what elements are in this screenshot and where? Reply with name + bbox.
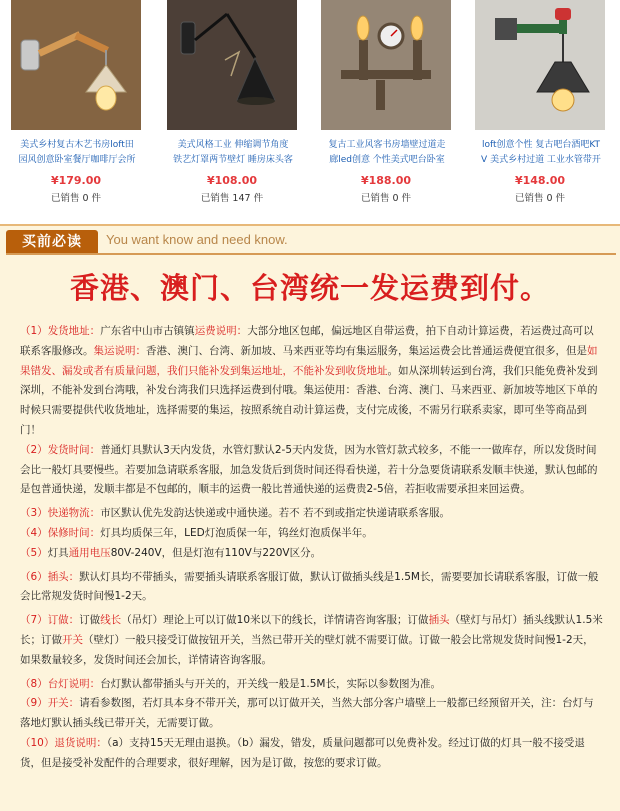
product-title[interactable]: loft创意个性 复古吧台酒吧KT V 美式乡村过道 工业水管带开 <box>481 140 601 165</box>
product-card[interactable] <box>310 0 450 210</box>
product-price: ¥188.00 <box>360 174 412 187</box>
product-price: ¥179.00 <box>50 174 102 187</box>
product-card[interactable] <box>464 0 604 210</box>
product-image-water-pipe-gauge-wall-lamp[interactable] <box>321 0 451 130</box>
product-sold-count: 已销售 147 件 <box>200 193 264 204</box>
product-card[interactable] <box>0 0 140 210</box>
product-strip <box>0 0 620 213</box>
notice-subtitle: You want know and need know. <box>106 232 288 247</box>
notice-item-warranty: （4）保修时间：灯具均质保三年，LED灯泡质保一年，钨丝灯泡质保半年。 <box>20 526 373 539</box>
notice-item-table-lamp: （8）台灯说明：台灯默认都带插头与开关的，开关线一般是1.5M长，实际以参数图为准。 <box>20 677 441 690</box>
shipping-headline: 香港、澳门、台湾统一发运费到付。 <box>69 271 550 305</box>
notice-tag: 买前必读 <box>6 230 98 254</box>
product-image-faucet-pipe-pendant-lamp[interactable] <box>475 0 605 130</box>
divider <box>6 253 616 255</box>
product-price: ¥108.00 <box>206 174 258 187</box>
product-sold-count: 已销售 0 件 <box>360 193 412 204</box>
product-sold-count: 已销售 0 件 <box>514 193 566 204</box>
notice-item-switch: （9）开关：请看参数图，若灯具本身不带开关，那可以订做开关，当然大部分客户墙壁上一般都已经预留开关，注：台灯与落地灯默认插头线已带开关，无需要订做。 <box>20 697 594 730</box>
product-title[interactable]: 美式乡村复古木艺书房loft田 园风创意卧室餐厅咖啡厅会所 <box>18 140 136 165</box>
notice-body <box>20 322 604 774</box>
product-image-wooden-arm-wall-lamp[interactable] <box>11 0 141 130</box>
notice-item-voltage: （5）灯具通用电压80V-240V，但是灯泡有110V与220V区分。 <box>20 546 322 559</box>
notice-item-custom-order: （7）订做：订做线长（吊灯）理论上可以订做10米以下的线长，详情请咨询客服；订做插头（壁灯与吊灯）插头线默认1.5米长；订做开关（壁灯）一般只接受订做按钮开关，当然已带开关的壁灯就不需要订做。订做一般会比常规发货时间慢1-2天，如果数量较多，发货时间还会加长，详情请咨询客服。 <box>20 614 603 666</box>
notice-item-plug: （6）插头：默认灯具均不带插头，需要插头请联系客服订做，默认订做插头线是1.5M长，需要要加长请联系客服，订做一般会比常规发货时间慢1-2天。 <box>20 570 599 603</box>
buyer-notice-panel <box>0 224 620 811</box>
product-sold-count: 已销售 0 件 <box>50 193 102 204</box>
product-image-black-cone-swing-arm-lamp[interactable] <box>167 0 297 130</box>
notice-item-shipping-time: （2）发货时间：普通灯具默认3天内发货，水管灯默认2-5天内发货，因为水管灯款式较多，不能一一做库存，所以发货时间会比一般灯具要慢些。若要加急请联系客服，加急发货后到货时间还得看快递，若十分急要货请联系发顺丰快递，默认包邮的是包普通快递，发顺丰都是不包邮的，顺丰的运费一般比普通快递的运费贵2-5倍，若拒收需要承担来回运费。 <box>20 443 598 496</box>
notice-item-courier: （3）快递物流：市区默认优先发韵达快递或中通快递。若不 若不到或指定快递请联系客服。 <box>20 507 451 520</box>
product-price: ¥148.00 <box>514 174 566 187</box>
product-title[interactable]: 美式风格工业 伸缩调节角度 铁艺灯罩两节壁灯 睡房床头客 <box>173 140 293 165</box>
notice-item-returns: （10）退货说明：（a）支持15天无理由退换。（b）漏发，错发，质量问题都可以免费补发。经过订做的灯具一般不接受退货，但是接受补发配件的合理要求，很好理解，因为是订做，按您的要求订做。 <box>20 736 585 769</box>
notice-header <box>0 226 620 254</box>
product-title[interactable]: 复古工业风客书房墙壁过道走 廊led创意 个性美式吧台卧室 <box>328 140 446 165</box>
product-card[interactable] <box>156 0 296 210</box>
notice-item-shipping-address: （1）发货地址：广东省中山市古镇镇运费说明：大部分地区包邮，偏远地区自带运费，拍下自动计算运费，若运费过高可以联系客服修改。集运说明：香港、澳门、台湾、新加坡、马来西亚等均有集运服务，集运运费会比普通运费便宜很多，但是如果错发、漏发或者有质量问题，我们只能补发到集运地址，不能补发到收货地址。如从深圳转运到台湾，我们只能免费补发到深圳，不能补发到台湾哦，补发台湾我们只选择运费到付哦。集运使用：香港、台湾、澳门、马来西亚、新加坡等地区下单的时候只需要提供代收货地址，选择需要的集运，按照系统自动计算运费，支付完成後，不需另行联系卖家，即可坐等商品到门！ <box>20 325 598 436</box>
